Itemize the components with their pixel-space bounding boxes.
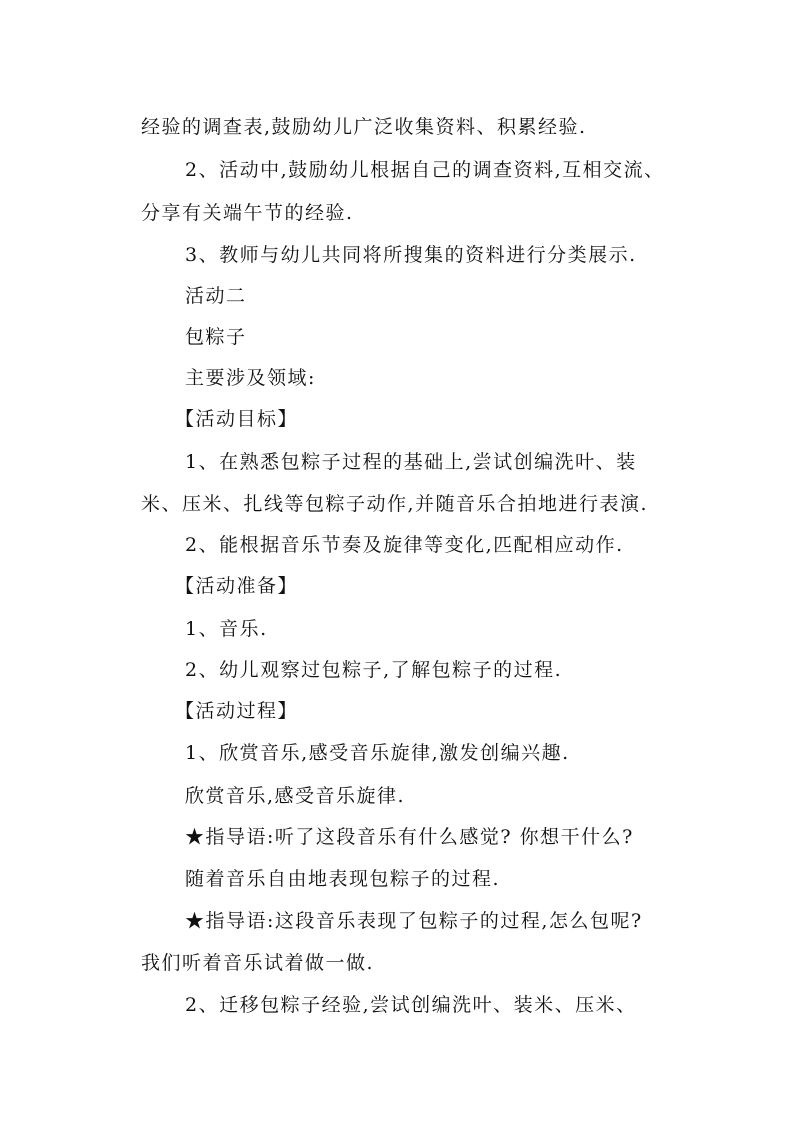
text-line: 主要涉及领域: bbox=[185, 367, 316, 389]
text-line: 3、教师与幼儿共同将所搜集的资料进行分类展示. bbox=[185, 244, 637, 266]
text-line: 经验的调查表,鼓励幼儿广泛收集资料、积累经验. bbox=[141, 116, 587, 138]
text-line: 欣赏音乐,感受音乐旋律. bbox=[185, 785, 406, 807]
text-line: 1、欣赏音乐,感受音乐旋律,激发创编兴趣. bbox=[185, 742, 570, 764]
text-line: 分享有关端午节的经验. bbox=[141, 202, 354, 224]
section-heading: 活动二 bbox=[185, 285, 247, 307]
text-line: 1、在熟悉包粽子过程的基础上,尝试创编洗叶、装 bbox=[185, 451, 637, 473]
text-line: 1、音乐. bbox=[185, 618, 268, 640]
text-line: 我们听着音乐试着做一做. bbox=[141, 952, 375, 974]
text-line: 2、迁移包粽子经验,尝试创编洗叶、装米、压米、 bbox=[185, 994, 637, 1016]
text-line: 2、能根据音乐节奏及旋律等变化,匹配相应动作. bbox=[185, 534, 624, 556]
text-line: 2、活动中,鼓励幼儿根据自己的调查资料,互相交流、 bbox=[185, 159, 665, 181]
text-line: 随着音乐自由地表现包粽子的过程. bbox=[185, 868, 501, 890]
guidance-line: ★指导语:这段音乐表现了包粽子的过程,怎么包呢? bbox=[185, 910, 643, 932]
text-line: 2、幼儿观察过包粽子,了解包粽子的过程. bbox=[185, 659, 563, 681]
subsection-heading: 【活动准备】 bbox=[175, 575, 299, 597]
subsection-heading: 【活动过程】 bbox=[175, 700, 299, 722]
subsection-heading: 【活动目标】 bbox=[175, 408, 299, 430]
text-line: 米、压米、扎线等包粽子动作,并随音乐合拍地进行表演. bbox=[141, 493, 649, 515]
guidance-line: ★指导语:听了这段音乐有什么感觉? 你想干什么? bbox=[185, 826, 634, 848]
section-title: 包粽子 bbox=[185, 326, 247, 348]
